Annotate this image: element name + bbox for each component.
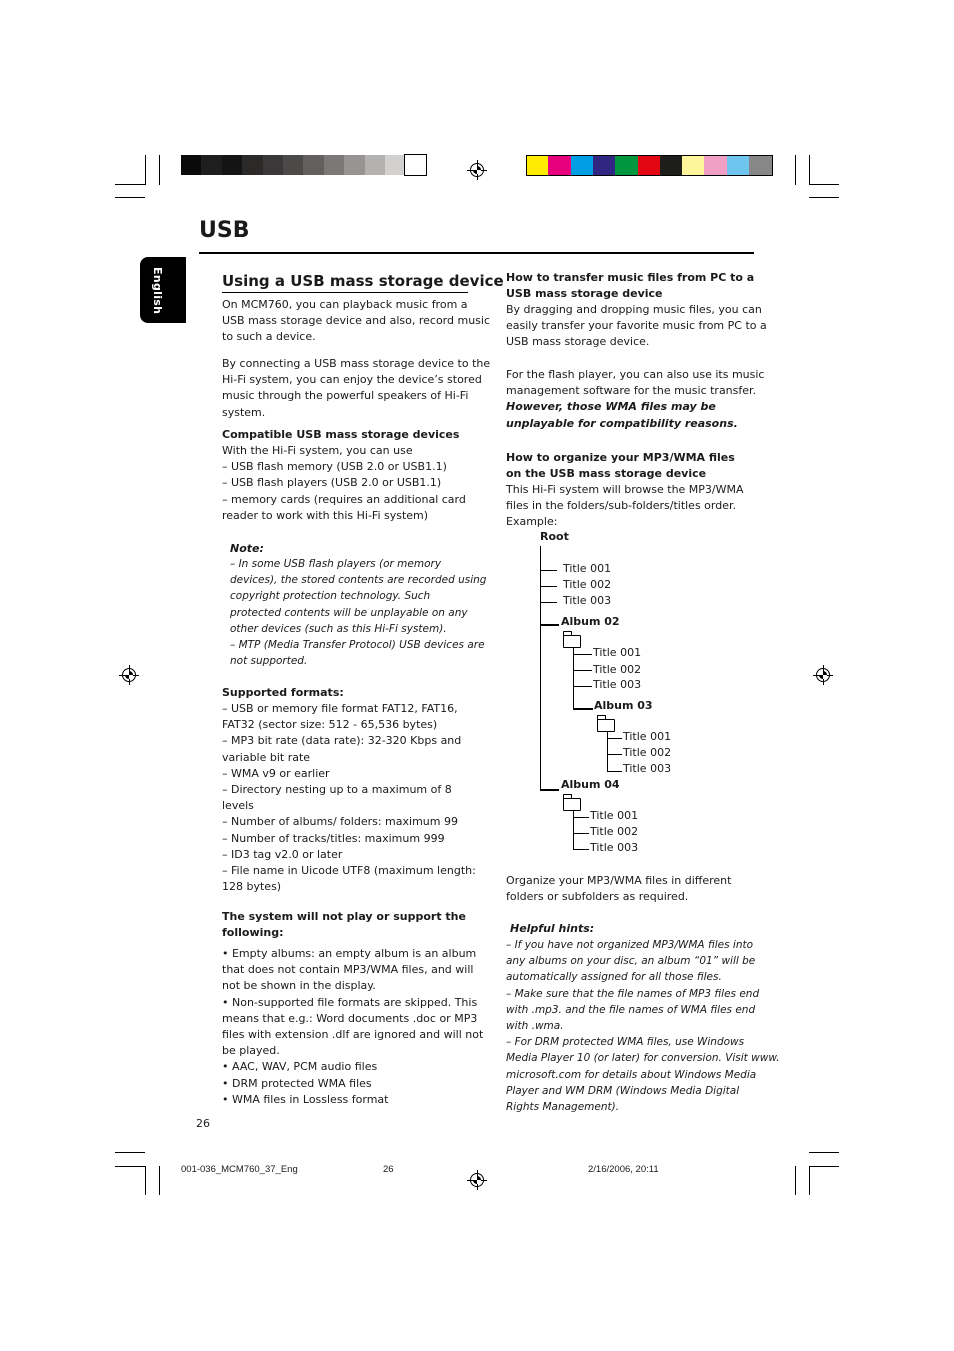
text-line: The system will not play or support the bbox=[222, 910, 466, 923]
tree-title: Title 002 bbox=[623, 746, 672, 759]
tree-connector bbox=[573, 833, 589, 834]
text-line: any albums on your disc, an album “01” will be bbox=[506, 955, 756, 968]
text-line: means that e.g.: Word documents .doc or MP3 bbox=[222, 1011, 478, 1025]
text-line: – ID3 tag v2.0 or later bbox=[222, 847, 343, 861]
text-line: 128 bytes) bbox=[222, 880, 282, 894]
tree-album-label: Album 03 bbox=[594, 699, 653, 712]
hints-text bbox=[506, 937, 780, 1115]
text-line: However, those WMA files may be bbox=[506, 400, 716, 414]
text-line: – Make sure that the file names of MP3 files end bbox=[506, 987, 760, 1000]
text-line: – If you have not organized MP3/WMA files into bbox=[506, 939, 754, 951]
crop-mark bbox=[809, 1166, 839, 1167]
text-line: not be shown in the display. bbox=[222, 979, 376, 993]
text-line: unplayable for compatibility reasons. bbox=[506, 416, 738, 430]
tree-connector bbox=[540, 789, 559, 791]
text-line: – Number of tracks/titles: maximum 999 bbox=[222, 831, 445, 845]
text-line: not supported. bbox=[230, 655, 308, 668]
text-line: Player and WM DRM (Windows Media Digital bbox=[506, 1084, 740, 1097]
crop-mark bbox=[145, 155, 146, 185]
tree-connector bbox=[540, 586, 557, 587]
page-title: USB bbox=[199, 218, 250, 243]
text-line: • Non-supported file formats are skipped. This bbox=[222, 995, 478, 1009]
text-line: Media Player 10 (or later) for conversion. Visit www. bbox=[506, 1052, 780, 1065]
text-line: Organize your MP3/WMA files in different bbox=[506, 874, 732, 887]
language-tab bbox=[140, 257, 186, 323]
hints-label: Helpful hints: bbox=[510, 922, 595, 935]
text-line: system. bbox=[222, 405, 266, 419]
transfer-heading bbox=[506, 270, 754, 302]
text-line: – memory cards (requires an additional card bbox=[222, 492, 466, 506]
folder-icon bbox=[597, 719, 615, 732]
tree-album-label: Album 02 bbox=[561, 615, 620, 628]
flash-text bbox=[506, 367, 764, 432]
crop-mark bbox=[795, 1166, 796, 1195]
text-line: – USB flash memory (USB 2.0 or USB1.1) bbox=[222, 460, 447, 474]
text-line: folders or subfolders as required. bbox=[506, 890, 689, 904]
text-line: – In some USB flash players (or memory bbox=[230, 558, 442, 570]
page-number: 26 bbox=[196, 1117, 210, 1130]
text-line: How to organize your MP3/WMA files bbox=[506, 451, 735, 464]
crop-mark bbox=[145, 1166, 146, 1195]
text-line: • DRM protected WMA files bbox=[222, 1076, 372, 1090]
registration-target-icon bbox=[813, 665, 833, 685]
text-line: reader to work with this Hi-Fi system) bbox=[222, 508, 429, 522]
crop-mark bbox=[795, 155, 796, 185]
text-line: FAT32 (sector size: 512 - 65,536 bytes) bbox=[222, 718, 438, 732]
text-line: devices), the stored contents are recorded using bbox=[230, 574, 487, 587]
text-line: • WMA files in Lossless format bbox=[222, 1092, 389, 1106]
tree-connector bbox=[573, 654, 592, 655]
crop-mark bbox=[159, 1166, 160, 1195]
footer-doc-id: 001-036_MCM760_37_Eng bbox=[181, 1164, 298, 1175]
gray-swatch bbox=[324, 155, 345, 175]
text-line: levels bbox=[222, 799, 254, 813]
notplay-list bbox=[222, 946, 483, 1108]
section-heading: Using a USB mass storage device bbox=[222, 272, 504, 290]
crop-mark bbox=[159, 155, 160, 185]
text-line: other devices (such as this Hi-Fi system). bbox=[230, 622, 447, 635]
text-line: USB mass storage device. bbox=[506, 335, 650, 349]
text-line: – USB flash players (USB 2.0 or USB1.1) bbox=[222, 476, 442, 490]
tree-title: Title 001 bbox=[563, 562, 612, 575]
tree-title: Title 001 bbox=[590, 809, 639, 822]
text-line: – MP3 bit rate (data rate): 32-320 Kbps and bbox=[222, 734, 462, 748]
crop-mark bbox=[115, 197, 145, 198]
crop-mark bbox=[809, 155, 810, 185]
tree-connector bbox=[540, 602, 557, 603]
registration-target-icon bbox=[467, 1170, 487, 1190]
note-label: Note: bbox=[230, 542, 264, 555]
text-line: microsoft.com for details about Windows Media bbox=[506, 1068, 757, 1081]
text-line: This Hi-Fi system will browse the MP3/WMA bbox=[506, 483, 744, 496]
text-line: – Directory nesting up to a maximum of 8 bbox=[222, 783, 452, 797]
crop-mark bbox=[809, 184, 839, 185]
text-line: – File name in Uicode UTF8 (maximum length: bbox=[222, 864, 476, 878]
formats-heading: Supported formats: bbox=[222, 686, 344, 699]
tree-title: Title 003 bbox=[623, 762, 672, 775]
crop-mark bbox=[809, 1152, 839, 1153]
text-line: variable bit rate bbox=[222, 750, 311, 764]
language-tab-label: English bbox=[151, 267, 164, 315]
footer-page: 26 bbox=[383, 1164, 394, 1175]
tree-album-label: Album 04 bbox=[561, 778, 620, 791]
tree-connector bbox=[573, 708, 593, 710]
gray-swatch bbox=[344, 155, 365, 175]
tree-title: Title 001 bbox=[623, 730, 672, 743]
tree-title: Title 003 bbox=[593, 678, 642, 691]
tree-connector bbox=[607, 738, 622, 739]
text-line: USB mass storage device and also, record music bbox=[222, 314, 491, 328]
text-line: – For DRM protected WMA files, use Windows bbox=[506, 1036, 745, 1049]
tree-connector bbox=[573, 648, 574, 710]
compat-list bbox=[222, 443, 466, 524]
crop-mark bbox=[115, 1152, 145, 1153]
gray-swatch bbox=[405, 155, 426, 175]
text-line: following: bbox=[222, 926, 284, 940]
gray-swatch bbox=[242, 155, 263, 175]
text-line: Rights Management). bbox=[506, 1101, 620, 1114]
text-line: easily transfer your favorite music from PC to a bbox=[506, 319, 767, 333]
text-line: • Empty albums: an empty album is an album bbox=[222, 947, 477, 960]
text-line: How to transfer music files from PC to a bbox=[506, 271, 755, 284]
organize-heading bbox=[506, 450, 735, 482]
text-line: music through the powerful speakers of Hi-Fi bbox=[222, 389, 469, 403]
gray-swatch bbox=[263, 155, 284, 175]
text-line: management software for the music transfer. bbox=[506, 384, 757, 398]
tree-connector bbox=[540, 570, 557, 571]
text-line: with .wma. bbox=[506, 1020, 564, 1033]
text-line: • AAC, WAV, PCM audio files bbox=[222, 1060, 378, 1074]
tree-connector bbox=[573, 849, 589, 850]
tree-title: Title 002 bbox=[590, 825, 639, 838]
tree-connector bbox=[540, 546, 541, 791]
organize-text bbox=[506, 482, 744, 531]
text-line: With the Hi-Fi system, you can use bbox=[222, 444, 413, 457]
gray-swatch bbox=[385, 155, 406, 175]
color-bar-frame bbox=[526, 155, 773, 176]
gray-swatch bbox=[365, 155, 386, 175]
notplay-heading bbox=[222, 909, 466, 941]
tree-connector bbox=[540, 624, 559, 626]
text-line: By dragging and dropping music files, you can bbox=[506, 303, 762, 316]
gray-swatch bbox=[283, 155, 304, 175]
crop-mark bbox=[809, 197, 839, 198]
text-line: protected contents will be unplayable on any bbox=[230, 606, 468, 619]
after-tree-text bbox=[506, 873, 731, 905]
folder-icon bbox=[563, 635, 581, 648]
text-line: to such a device. bbox=[222, 330, 316, 344]
gray-swatch bbox=[201, 155, 222, 175]
text-line: USB mass storage device bbox=[506, 287, 663, 301]
text-line: files in the folders/sub-folders/titles order. bbox=[506, 499, 736, 513]
text-line: on the USB mass storage device bbox=[506, 467, 707, 481]
tree-connector bbox=[573, 817, 589, 818]
text-line: For the flash player, you can also use its music bbox=[506, 368, 765, 381]
title-rule bbox=[199, 252, 754, 254]
tree-root-label: Root bbox=[540, 530, 569, 543]
gray-swatch bbox=[303, 155, 324, 175]
intro-paragraph-1 bbox=[222, 297, 490, 346]
tree-title: Title 002 bbox=[563, 578, 612, 591]
formats-list bbox=[222, 701, 476, 895]
text-line: copyright protection technology. Such bbox=[230, 590, 431, 603]
text-line: – USB or memory file format FAT12, FAT16, bbox=[222, 702, 458, 715]
text-line: with .mp3. and the file names of WMA files end bbox=[506, 1003, 756, 1016]
gray-swatch bbox=[181, 155, 202, 175]
text-line: Example: bbox=[506, 515, 558, 529]
text-line: that does not contain MP3/WMA files, and will bbox=[222, 963, 474, 977]
compat-heading: Compatible USB mass storage devices bbox=[222, 428, 460, 441]
note-text bbox=[230, 556, 486, 669]
registration-target-icon bbox=[467, 160, 487, 180]
text-line: Hi-Fi system, you can enjoy the device’s stored bbox=[222, 373, 482, 387]
section-rule bbox=[222, 292, 468, 293]
crop-mark bbox=[115, 184, 145, 185]
crop-mark bbox=[809, 1166, 810, 1195]
folder-icon bbox=[563, 798, 581, 811]
gray-swatch bbox=[222, 155, 243, 175]
text-line: On MCM760, you can playback music from a bbox=[222, 298, 468, 311]
tree-connector bbox=[573, 670, 592, 671]
tree-title: Title 002 bbox=[593, 663, 642, 676]
text-line: By connecting a USB mass storage device to the bbox=[222, 357, 491, 370]
text-line: be played. bbox=[222, 1044, 280, 1058]
transfer-text bbox=[506, 302, 767, 351]
crop-mark bbox=[115, 1166, 145, 1167]
intro-paragraph-2 bbox=[222, 356, 490, 421]
text-line: – Number of albums/ folders: maximum 99 bbox=[222, 815, 458, 829]
tree-title: Title 003 bbox=[563, 594, 612, 607]
text-line: – WMA v9 or earlier bbox=[222, 766, 330, 780]
text-line: files with extension .dlf are ignored and will not bbox=[222, 1028, 484, 1042]
registration-target-icon bbox=[119, 665, 139, 685]
tree-connector bbox=[573, 686, 592, 687]
tree-title: Title 003 bbox=[590, 841, 639, 854]
tree-connector bbox=[607, 754, 622, 755]
tree-connector bbox=[607, 771, 622, 772]
footer-timestamp: 2/16/2006, 20:11 bbox=[588, 1164, 659, 1175]
text-line: automatically assigned for all those files. bbox=[506, 971, 722, 984]
text-line: – MTP (Media Transfer Protocol) USB devices are bbox=[230, 639, 485, 652]
tree-title: Title 001 bbox=[593, 646, 642, 659]
